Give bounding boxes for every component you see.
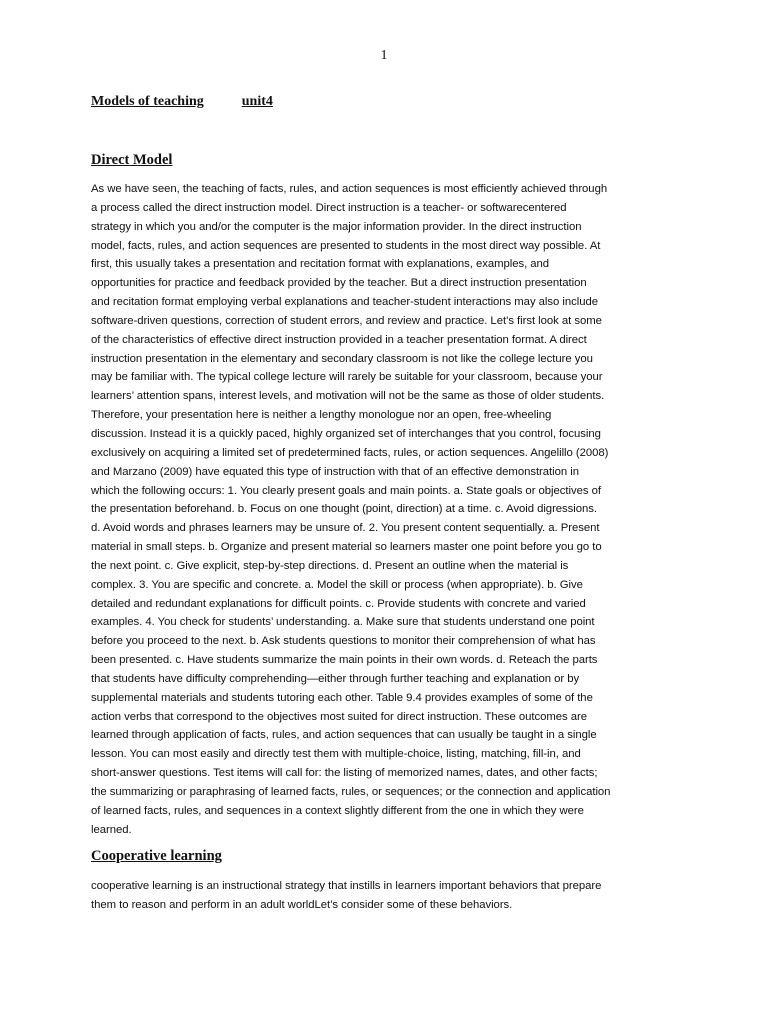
paragraph-line: lesson. You can most easily and directly test them with multiple-choice, listing, matching, fill-in, and (91, 748, 581, 761)
paragraph-line: first, this usually takes a presentation and recitation format with explanations, examples, and (91, 258, 550, 271)
paragraph-line: detailed and redundant explanations for difficult points. c. Provide students with concrete and varied (91, 597, 586, 610)
paragraph-line: the next point. c. Give explicit, step-by-step directions. d. Present an outline when the material is (91, 559, 569, 572)
section-heading-cooperative-learning: Cooperative learning (91, 848, 222, 864)
paragraph-line: complex. 3. You are specific and concrete. a. Model the skill or process (when appropriate). b. Give (91, 578, 583, 591)
paragraph-line: d. Avoid words and phrases learners may be unsure of. 2. You present content sequentially. a. Present (91, 522, 600, 535)
page-number: 1 (380, 48, 388, 63)
title-unit: unit4 (241, 94, 273, 109)
paragraph-line: strategy in which you and/or the computer is the major information provider. In the direct instruction (91, 220, 582, 233)
paragraph-line: may be familiar with. The typical college lecture will rarely be suitable for your classroom, because your (91, 371, 603, 384)
paragraph-line: software-driven questions, correction of student errors, and review and practice. Let’s first look at some (91, 314, 602, 327)
paragraph-line: As we have seen, the teaching of facts, rules, and action sequences is most efficiently achieved through (91, 183, 608, 195)
paragraph-line: a process called the direct instruction model. Direct instruction is a teacher- or softwarecentered (91, 201, 567, 214)
paragraph-line: the presentation beforehand. b. Focus on one thought (point, direction) at a time. c. Avoid digressions. (91, 503, 598, 516)
paragraph-line: of the characteristics of effective direct instruction provided in a teacher presentation format. A direct (91, 333, 587, 346)
paragraph-line: opportunities for practice and feedback provided by the teacher. But a direct instruction presentation (91, 277, 587, 290)
paragraph-line: learned through application of facts, rules, and action sequences that can usually be taught in a single (91, 729, 597, 742)
paragraph-line: that students have difficulty comprehending—either through further teaching and explanation or by (91, 672, 580, 685)
paragraph-line: discussion. Instead it is a quickly paced, highly organized set of interchanges that you control, focusing (91, 427, 601, 440)
paragraph-line: cooperative learning is an instructional strategy that instills in learners important behaviors that prepare (91, 880, 602, 892)
paragraph-line: and Marzano (2009) have equated this type of instruction with that of an effective demonstration in (91, 465, 579, 478)
paragraph-line: short-answer questions. Test items will call for: the listing of memorized names, dates, and other facts; (91, 767, 598, 780)
paragraph-line: model, facts, rules, and action sequences are presented to students in the most direct way possible. At (91, 239, 601, 252)
paragraph-line: the summarizing or paraphrasing of learned facts, rules, or sequences; or the connection and application (91, 786, 611, 798)
paragraph-line: supplemental materials and students tutoring each other. Table 9.4 provides examples of some of the (91, 691, 593, 704)
paragraph-line: and recitation format employing verbal explanations and teacher-student interactions may also include (91, 296, 598, 309)
paragraph-line: them to reason and perform in an adult worldLet’s consider some of these behaviors. (91, 898, 513, 911)
paragraph-line: instruction presentation in the elementary and secondary classroom is not like the college lecture you (91, 352, 593, 365)
direct-model-paragraph (91, 180, 677, 840)
paragraph-line: exclusively on acquiring a limited set of predetermined facts, rules, or action sequences. Angelillo (2008) (91, 446, 609, 459)
title-main: Models of teaching (91, 94, 204, 109)
paragraph-line: material in small steps. b. Organize and present material so learners master one point before you go to (91, 541, 602, 554)
paragraph-line: of learned facts, rules, and sequences in a context slightly different from the one in which they were (91, 804, 584, 817)
document-title (91, 94, 273, 110)
paragraph-line: before you proceed to the next. b. Ask students questions to monitor their comprehension of what has (91, 635, 596, 648)
paragraph-line: Therefore, your presentation here is neither a lengthy monologue nor an open, free-wheeling (91, 409, 552, 422)
paragraph-line: learners’ attention spans, interest levels, and motivation will not be the same as those of older students. (91, 390, 605, 403)
paragraph-line: learned. (91, 823, 132, 836)
paragraph-line: been presented. c. Have students summarize the main points in their own words. d. Reteach the parts (91, 654, 598, 667)
paragraph-line: which the following occurs: 1. You clearly present goals and main points. a. State goals or objectives of (91, 484, 601, 497)
paragraph-line: examples. 4. You check for students’ understanding. a. Make sure that students understand one point (91, 616, 595, 629)
section-heading-direct-model: Direct Model (91, 152, 173, 168)
cooperative-learning-paragraph (91, 877, 677, 915)
paragraph-line: action verbs that correspond to the objectives most suited for direct instruction. These outcomes are (91, 710, 588, 723)
